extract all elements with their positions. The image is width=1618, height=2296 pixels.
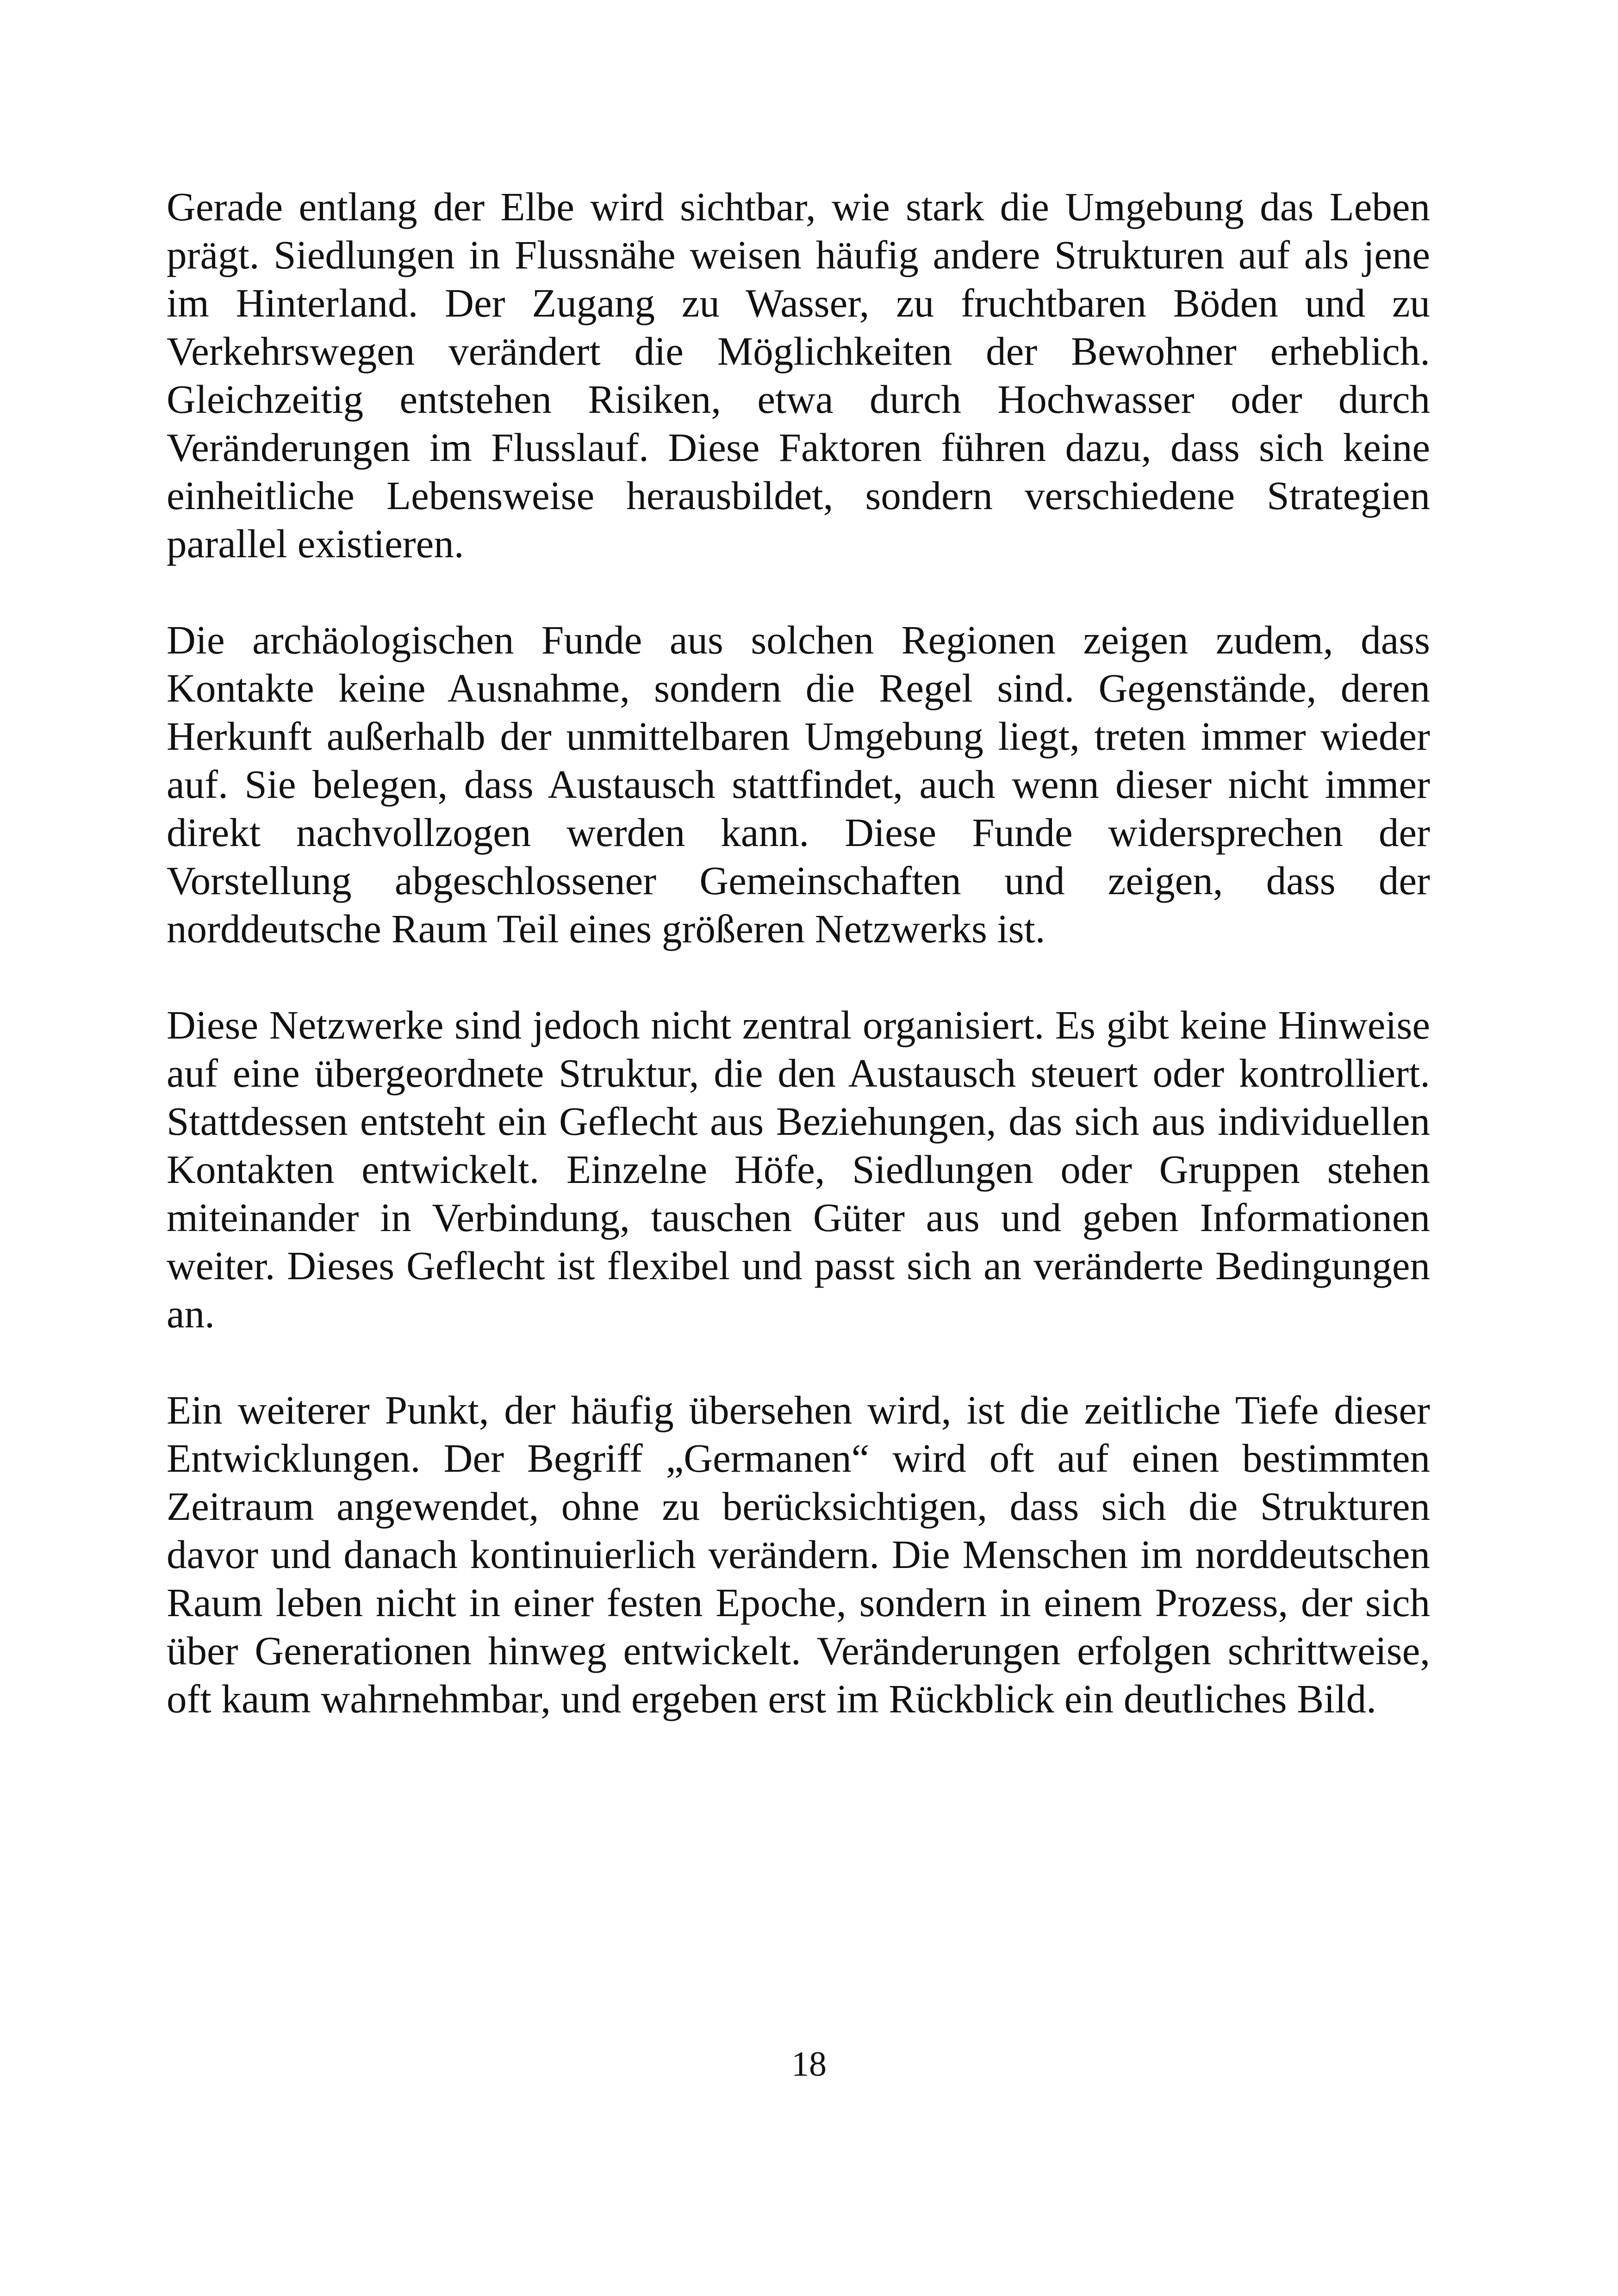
paragraph-2: Die archäologischen Funde aus solchen Regionen zeigen zudem, dass Kontakte keine Ausnahme, sondern die Regel sind. Gegenstände, deren Herkunft außerhalb der unmittelbaren Umgebung liegt, treten immer wieder auf. Sie belegen, dass Austausch stattfindet, auch wenn dieser nicht immer direkt nachvollzogen werden kann. Diese Funde widersprechen der Vorstellung abgeschlossener Gemeinschaften und zeigen, dass der norddeutsche Raum Teil eines größeren Netzwerks ist. bbox=[167, 617, 1430, 951]
body-text bbox=[167, 183, 1430, 1771]
paragraph-1: Gerade entlang der Elbe wird sichtbar, wie stark die Umgebung das Leben prägt. Siedlungen in Flussnähe weisen häufig andere Strukturen auf als jene im Hinterland. Der Zugang zu Wasser, zu fruchtbaren Böden und zu Verkehrswegen verändert die Möglichkeiten der Bewohner erheblich. Gleichzeitig entstehen Risiken, etwa durch Hochwasser oder durch Veränderungen im Flusslauf. Diese Faktoren führen dazu, dass sich keine einheitliche Lebensweise herausbildet, sondern verschiedene Strategien parallel existieren. bbox=[167, 184, 1430, 566]
paragraph-4: Ein weiterer Punkt, der häufig übersehen wird, ist die zeitliche Tiefe dieser Entwicklungen. Der Begriff „Germanen“ wird oft auf einen bestimmten Zeitraum angewendet, ohne zu berücksichtigen, dass sich die Strukturen davor und danach kontinuierlich verändern. Die Menschen im norddeutschen Raum leben nicht in einer festen Epoche, sondern in einem Prozess, der sich über Generationen hinweg entwickelt. Veränderungen erfolgen schrittweise, oft kaum wahrnehmbar, und ergeben erst im Rückblick ein deutliches Bild. bbox=[167, 1388, 1430, 1721]
paragraph-3: Diese Netzwerke sind jedoch nicht zentral organisiert. Es gibt keine Hinweise auf eine übergeordnete Struktur, die den Austausch steuert oder kontrolliert. Stattdessen entsteht ein Geflecht aus Beziehungen, das sich aus individuellen Kontakten entwickelt. Einzelne Höfe, Siedlungen oder Gruppen stehen miteinander in Verbindung, tauschen Güter aus und geben Informationen weiter. Dieses Geflecht ist flexibel und passt sich an veränderte Bedingungen an. bbox=[167, 1002, 1430, 1336]
page-number: 18 bbox=[791, 2045, 827, 2084]
